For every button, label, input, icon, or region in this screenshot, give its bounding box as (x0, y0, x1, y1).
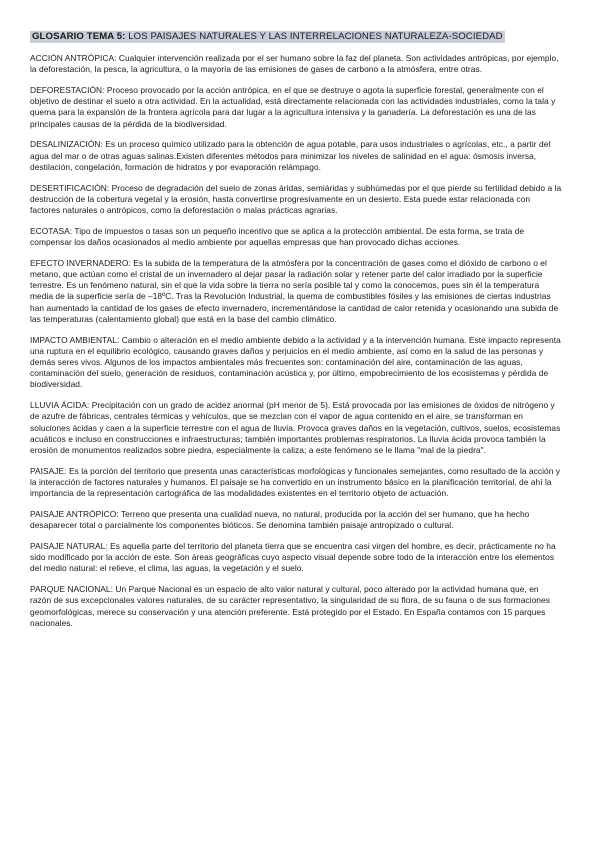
glossary-term: PARQUE NACIONAL: (30, 584, 114, 595)
glossary-entry-desalinizacion (30, 139, 562, 173)
glossary-term: ACCIÓN ANTRÓPICA: (30, 53, 117, 63)
glossary-entry-impacto-ambiental (30, 335, 562, 391)
glossary-term: PAISAJE ANTRÓPICO: (30, 509, 119, 520)
glossary-term: DEFORESTACIÓN: (30, 85, 105, 95)
glossary-title (30, 31, 505, 43)
glossary-term: IMPACTO AMBIENTAL: (30, 334, 120, 345)
glossary-definition: Es un proceso químico utilizado para la obtención de agua potable, para usos industriales o agrícolas, etc., a partir del agua del mar o de otras aguas salinas.Existen diferentes métodos para minimizar los niveles de salinidad en el agua: ósmosis inversa, destilación, congelación, formación de hidratos y por evaporación relámpago. (30, 139, 551, 172)
glossary-definition: Cualquier intervención realizada por el ser humano sobre la faz del planeta. Son actividades antrópicas, por ejemplo, la deforestación, la pesca, la agricultura, o la mayoría de las emisiones de gases de carbono a la atmósfera, entre otras. (30, 53, 559, 75)
glossary-term: LLUVIA ÁCIDA: (30, 400, 90, 411)
glossary-definition: Cambio o alteración en el medio ambiente debido a la actividad y a la intervención humana. Este impacto representa una ruptura en el equilibrio ecológico, causando graves daños y perjuicios en el medio ambiente, así como en la salud de las personas y demás seres vivos. Algunos de los impactos ambientales más frecuentes son: contaminación del aire, contaminación de las aguas, contaminación del suelo, generación de residuos, contaminación acústica y, por último, empobrecimiento de los ecosistemas y pérdida de biodiversidad. (30, 334, 561, 390)
glossary-term: DESERTIFICACIÓN: (30, 182, 110, 193)
glossary-entry-paisaje-antropico (30, 509, 562, 531)
glossary-term: ECOTASA: (30, 225, 73, 236)
glossary-entry-ecotasa (30, 226, 562, 248)
glossary-entry-desertificacion (30, 183, 562, 217)
glossary-definition: Precipitación con un grado de acidez anormal (pH menor de 5). Está provocada por las emisiones de óxidos de nitrógeno y de azufre de fábricas, centrales térmicas y vehículos, que se mezclan con el vapor de agua contenido en el aire, se transforman en soluciones ácidas y caen a la superficie terrestre con el agua de lluvia. Provoca graves daños en la vegetación, cultivos, suelos, ecosistemas acuáticos e incluso en construcciones e infraestructuras; también importantes problemas respiratorios. La lluvia ácida provoca también la erosión de monumentos realizados sobre piedra, especialmente la caliza; a este fenómeno se le llama "mal de la piedra". (30, 400, 561, 456)
glossary-definition: Proceso de degradación del suelo de zonas áridas, semiáridas y subhúmedas por el que pierde su fertilidad debido a la destrucción de la cobertura vegetal y la erosión, hasta convertirse progresivamente en un desierto. Esta puede estar relacionada con factores naturales o antrópicos, como la deforestación o malas prácticas agrarias. (30, 182, 562, 216)
glossary-definition: Es la porción del territorio que presenta unas características morfológicas y funcionales semejantes, como resultado de la acción y la interacción de factores naturales y humanos. El paisaje se ha convertido en un instrumento básico en la planificación territorial, de ahí la importancia de la representación cartográfica de las modalidades existentes en el territorio objeto de actuación. (30, 465, 561, 499)
glossary-entry-deforestacion (30, 85, 562, 130)
glossary-definition: Es aquella parte del territorio del planeta tierra que se encuentra casi virgen del hombre, es decir, prácticamente no ha sido modificado por la acción de este. Son áreas geográficas cuyo aspecto visual depende sobre todo de la interacción entre los elementos del medio natural: el relieve, el clima, las aguas, la vegetación y el suelo. (30, 541, 556, 574)
glossary-term: PAISAJE: (30, 465, 67, 476)
glossary-definition: Un Parque Nacional es un espacio de alto valor natural y cultural, poco alterado por la actividad humana que, en razón de sus excepcionales valores naturales, de su carácter representativo, la singularidad de su flora, de su fauna o de sus formaciones geomorfológicas, merece su conservación y una atención preferente. Está protegido por el Estado. En España contamos con 15 parques nacionales. (30, 584, 550, 628)
glossary-definition: Proceso provocado por la acción antrópica, en el que se destruye o agota la superficie forestal, generalmente con el objetivo de destinar el suelo a otra actividad. En la actualidad, está directamente relacionada con las actividades industriales, como la tala y quema para la expansión de la frontera agrícola para dar lugar a la agricultura intensiva y la ganadería. La deforestación es una de las principales causas de la pérdida de la biodiversidad. (30, 85, 556, 129)
glossary-term: PAISAJE NATURAL: (30, 541, 108, 552)
glossary-entry-efecto-invernadero (30, 258, 562, 325)
glossary-entry-paisaje (30, 466, 562, 500)
glossary-definition: Es la subida de la temperatura de la atmósfera por la concentración de gases como el dióxido de carbono o el metano, que actúan como el cristal de un invernadero al dejar pasar la radiación solar y retener parte del calor irradiado por la superficie terrestre. Es un fenómeno natural, sin el que la vida sobre la tierra no sería posible tal y como la conocemos, pues sin él la temperatura media de la superficie sería de –18ºC. Tras la Revolución Industrial, la quema de combustibles fósiles y las emisiones de ciertas industrias han aumentado la cantidad de los gases de efecto invernadero, incrementándose la cantidad de calor retenida y ocasionando una subida de las temperaturas (calentamiento global) que está en la base del cambio climático. (30, 257, 559, 324)
glossary-definition: Tipo de impuestos o tasas son un pequeño incentivo que se aplica a la protección ambiental. De esta forma, se trata de compensar los daños ocasionados al medio ambiente por aquellas empresas que han provocado dichas acciones. (30, 225, 525, 248)
glossary-title-text: LOS PAISAJES NATURALES Y LAS INTERRELACIONES NATURALEZA-SOCIEDAD (125, 31, 503, 42)
glossary-entry-paisaje-natural (30, 541, 562, 575)
glossary-title-label: GLOSARIO TEMA 5: (32, 31, 126, 42)
glossary-entry-accion-antropica (30, 53, 562, 75)
glossary-entry-lluvia-acida (30, 400, 562, 456)
glossary-entry-parque-nacional (30, 584, 562, 629)
glossary-term: DESALINIZACIÓN: (30, 139, 103, 150)
glossary-term: EFECTO INVERNADERO: (30, 257, 131, 268)
glossary-definition: Terreno que presenta una cualidad nueva, no natural, producida por la acción del ser humano, que ha hecho desaparecer total o parcialmente los componentes bióticos. Se denomina también paisaje antropizado o cultural. (30, 509, 530, 531)
